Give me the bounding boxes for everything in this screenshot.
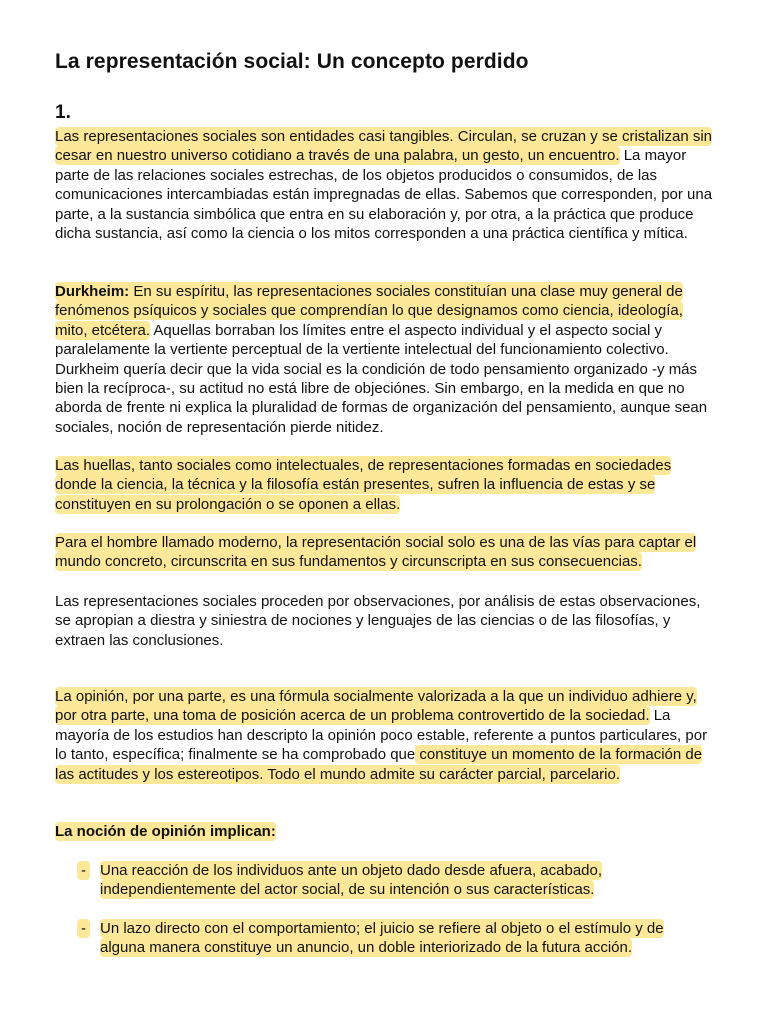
paragraph-text: La mayor parte de las relaciones sociales estrechas, de los objetos producidos o consumidos, de las comunicaciones intercambiadas están impregnadas de ellas. Sabemos que corresponden, por una parte, a la sustancia simbólica que entra en su elaboración y, por otra, a la práctica que produce dicha sustancia, así como la ciencia o los mitos corresponden a una práctica científica y mítica.: [55, 147, 713, 243]
highlighted-text: La opinión, por una parte, es una fórmula socialmente valorizada a la que un individuo adhiere y, por otra parte, una toma de posición acerca de un problema controvertido de la sociedad.: [55, 688, 697, 725]
highlighted-text-body: En su espíritu, las representaciones sociales constituían una clase muy general de fenómenos psíquicos y sociales que comprendían lo que designamos como ciencia, ideología, mito, etcétera.: [55, 283, 683, 339]
paragraph-text: La mayoría de los estudios han descripto la opinión poco estable, referente a puntos particulares, por lo tanto, específica; finalmente se ha comprobado que: [55, 707, 708, 764]
paragraph-2: [55, 282, 715, 437]
bullet-text: Un lazo directo con el comportamiento; el juicio se refiere al objeto o el estímulo y de alguna manera constituye un anuncio, un doble interiorizado de la futura acción.: [100, 920, 664, 957]
bullet-text: Una reacción de los individuos ante un objeto dado desde afuera, acabado, independientemente del actor social, de su intención o sus características.: [100, 862, 603, 899]
subheading-opinion: [55, 822, 715, 841]
bullet-dash: -: [77, 861, 90, 880]
paragraph-1: [55, 127, 715, 243]
highlighted-text-2: constituye un momento de la formación de las actitudes y los estereotipos. Todo el mundo admite su carácter parcial, parcelario.: [55, 746, 703, 783]
highlighted-text: Para el hombre llamado moderno, la representación social solo es una de las vías para captar el mundo concreto, circunscrita en sus fundamentos y circunscripta en sus consecuencias.: [55, 534, 697, 571]
paragraph-4: [55, 533, 715, 572]
bullet-item-1: [55, 861, 715, 900]
bullet-item-2: [55, 919, 715, 958]
section-number: 1.: [55, 102, 71, 123]
subheading-text: La noción de opinión implican:: [55, 823, 276, 840]
highlighted-text: Las representaciones sociales son entidades casi tangibles. Circulan, se cruzan y se cristalizan sin cesar en nuestro universo cotidiano a través de una palabra, un gesto, un encuentro.: [55, 128, 713, 165]
document-title: La representación social: Un concepto perdido: [55, 50, 529, 73]
highlighted-text: Las huellas, tanto sociales como intelectuales, de representaciones formadas en sociedades donde la ciencia, la técnica y la filosofía están presentes, sufren la influencia de estas y se constituyen en su prolongación o se oponen a ellas.: [55, 457, 672, 513]
paragraph-6: [55, 687, 715, 784]
paragraph-5: Las representaciones sociales proceden por observaciones, por análisis de estas observaciones, se apropian a diestra y siniestra de nociones y lenguajes de las ciencias o de las filosofías, y extraen las conclusiones.: [55, 593, 701, 649]
paragraph-3: [55, 456, 715, 514]
highlighted-heading: [55, 822, 276, 841]
paragraph-text: Aquellas borraban los límites entre el aspecto individual y el aspecto social y paralelamente la vertiente perceptual de la vertiente intelectual del funcionamiento colectivo. Durkheim quería decir que la vida social es la condición de todo pensamiento organizado -y más bien la recíproca-, su actitud no está libre de objeciónes. Sin embargo, en la medida en que no aborda de frente ni explica la pluralidad de formas de organización del pensamiento, aunque sean sociales, noción de representación pierde nitidez.: [55, 321, 708, 436]
bullet-dash: -: [77, 919, 90, 938]
durkheim-label: Durkheim:: [55, 283, 130, 300]
